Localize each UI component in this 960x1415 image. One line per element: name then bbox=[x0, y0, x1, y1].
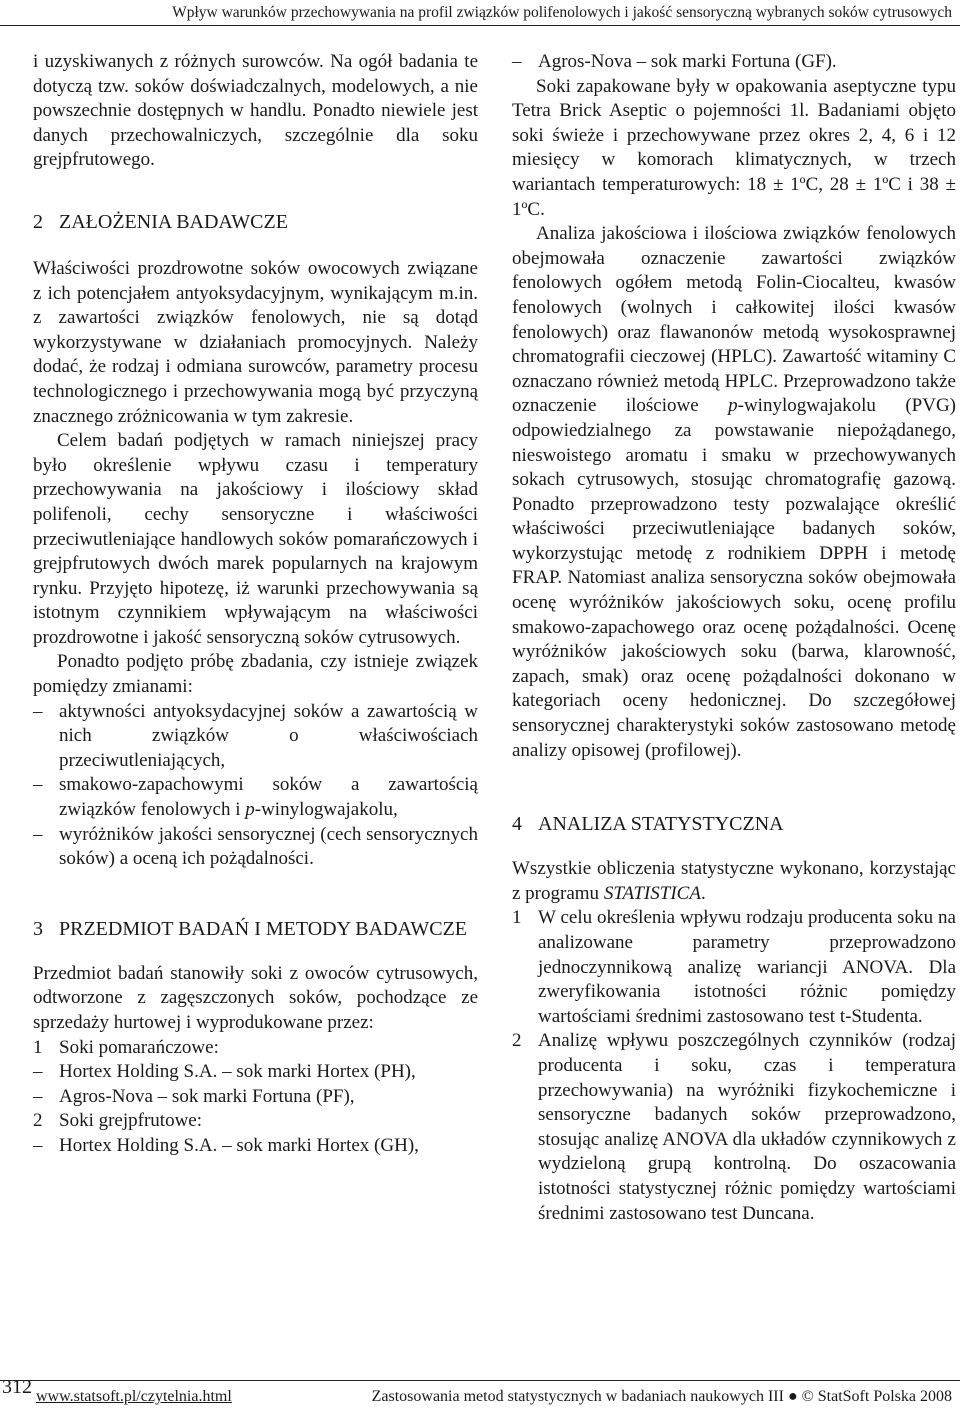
list-item-text: aktywności antyoksydacyjnej soków a zawartością w nich związków o właściwościach przeciwutleniających, bbox=[59, 700, 478, 771]
section-title: ANALIZA STATYSTYCZNA bbox=[538, 813, 784, 836]
list-number: 1 bbox=[33, 1036, 43, 1058]
list-item-text: Agros-Nova – sok marki Fortuna (PF), bbox=[59, 1085, 355, 1107]
section-2-heading bbox=[33, 209, 478, 235]
section-title: PRZEDMIOT BADAŃ I METODY BADAWCZE bbox=[59, 917, 468, 940]
right-column bbox=[512, 50, 956, 1226]
dash-marker: – bbox=[33, 1085, 43, 1107]
list-number: 2 bbox=[33, 1110, 43, 1132]
section-4-paragraph-1: Wszystkie obliczenia statystyczne wykonano, korzystając z programu STATISTICA. bbox=[512, 858, 956, 904]
list-item-text: Hortex Holding S.A. – sok marki Hortex (PH), bbox=[59, 1061, 416, 1083]
list-item-text: Hortex Holding S.A. – sok marki Hortex (GH), bbox=[59, 1134, 419, 1156]
list-item-text: Soki pomarańczowe: bbox=[59, 1036, 219, 1058]
running-header bbox=[0, 0, 960, 26]
section-number: 2 bbox=[33, 210, 43, 233]
section-2-paragraph-1: Właściwości prozdrowotne soków owocowych związane z ich potencjałem antyoksydacyjnym, wynikającym m.in. z zawartości związków fenolowych, nie są dotąd wykorzystywane w działaniach promocyjnych. Należy dodać, że rodzaj i odmiana surowców, parametry procesu technologicznego i przechowywania mogą być przyczyną znacznego zróżnicowania w tym zakresie. bbox=[33, 257, 478, 427]
list-item bbox=[33, 1134, 478, 1159]
list-item-text: Analizę wpływu poszczególnych czynników (rodzaj producenta i soku, czas i temperatura przechowywania) na wyróżniki fizykochemiczne i sensoryczne badanych soków przeprowadzono, stosując analizę ANOVA dla układów czynnikowych z wydzieloną grupą kontrolną. Do oszacowania istotności statystycznej różnic pomiędzy wartościami średnimi zastosowano test Duncana. bbox=[538, 1030, 956, 1224]
dash-marker: – bbox=[33, 1134, 43, 1156]
list-item-text: W celu określenia wpływu rodzaju producenta soku na analizowane parametry przeprowadzono jednoczynnikową analizę wariancji ANOVA. Dla zweryfikowania istotności różnic pomiędzy wartościami średnimi zastosowano test t-Studenta. bbox=[538, 907, 956, 1027]
section-2-paragraph-3: Ponadto podjęto próbę zbadania, czy istnieje związek pomiędzy zmianami: bbox=[33, 651, 478, 698]
program-name: STATISTICA bbox=[603, 882, 701, 904]
list-item bbox=[512, 1029, 956, 1226]
dash-marker: – bbox=[33, 823, 43, 845]
dash-marker: – bbox=[33, 700, 43, 722]
section-number: 3 bbox=[33, 917, 43, 940]
list-item-text: Agros-Nova – sok marki Fortuna (GF). bbox=[538, 51, 837, 72]
left-column bbox=[33, 50, 478, 1159]
running-title: Wpływ warunków przechowywania na profil związków polifenolowych i jakość sensoryczną wybranych soków cytrusowych bbox=[172, 4, 952, 21]
list-number: 1 bbox=[512, 907, 522, 929]
page-number: 312 bbox=[2, 1376, 32, 1398]
section-2-paragraph-2: Celem badań podjętych w ramach niniejszej pracy było określenie wpływu czasu i temperatury przechowywania na jakościowy i ilościowy skład polifenoli, cechy sensoryczne i właściwości przeciwutleniające handlowych soków pomarańczowych i grejpfrutowych dwóch marek popularnych na krajowym rynku. Przyjęto hipotezę, iż warunki przechowywania są istotnym czynnikiem wpływającym na właściwości prozdrowotne i jakość sensoryczną soków cytrusowych. bbox=[33, 430, 478, 648]
list-item bbox=[33, 1109, 478, 1134]
list-item bbox=[33, 1085, 478, 1110]
methods-paragraph: Analiza jakościowa i ilościowa związków fenolowych obejmowała oznaczenie zawartości związków fenolowych ogółem metodą Folin-Ciocalteu, kwasów fenolowych (wolnych i całkowitej ilości kwasów fenolowych) oraz flawanonów metodą wysokosprawnej chromatografii cieczowej (HPLC). Zawartość witaminy C oznaczano również metodą HPLC. Przeprowadzono także oznaczenie ilościowe p-winylogwajakolu (PVG) odpowiedzialnego za powstawanie niepożądanego, nieswoistego aromatu i smaku w przechowywanych sokach cytrusowych, stosując chromatografię gazową. Ponadto przeprowadzono testy pozwalające określić właściwości przeciwutleniające badanych soków, wykorzystując metodę z rodnikiem DPPH i metodę FRAP. Natomiast analiza sensoryczna soków obejmowała ocenę wyróżników jakościowych soku, ocenę profilu smakowo-zapachowego oraz ocenę pożądalności. Ocenę wyróżników jakościowych soku (barwa, klarowność, zapach, smak) oraz ocenę pożądalności dokonano w kategoriach oceny hedonicznej. Do szczegółowej sensorycznej charakterystyki soków zastosowano metodę analizy opisowej (profilowej). bbox=[512, 223, 956, 761]
intro-paragraph: i uzyskiwanych z różnych surowców. Na ogół badania te dotyczą tzw. soków doświadczalnych, modelowych, a nie powszechnie dostępnych w handlu. Ponadto niewiele jest danych przechowalniczych, szczególnie dla soku grejpfrutowego. bbox=[33, 51, 478, 171]
dash-marker: – bbox=[33, 1061, 43, 1083]
list-number: 2 bbox=[512, 1030, 522, 1052]
section-3-heading bbox=[33, 916, 478, 942]
list-item bbox=[33, 1060, 478, 1085]
section-title: ZAŁOŻENIA BADAWCZE bbox=[59, 210, 288, 233]
section-3-paragraph-1: Przedmiot badań stanowiły soki z owoców cytrusowych, odtworzone z zagęszczonych soków, pochodzące ze sprzedaży hurtowej i wyprodukowane przez: bbox=[33, 962, 478, 1033]
page-footer bbox=[0, 1376, 960, 1411]
list-item bbox=[33, 823, 478, 872]
dash-marker: – bbox=[512, 51, 522, 72]
list-item-text: wyróżników jakości sensorycznej (cech sensorycznych soków) a oceną ich pożądalności. bbox=[59, 823, 478, 870]
footer-link[interactable]: www.statsoft.pl/czytelnia.html bbox=[36, 1388, 232, 1405]
list-item bbox=[33, 773, 478, 822]
list-item bbox=[512, 906, 956, 1029]
list-item-text: Soki grejpfrutowe: bbox=[59, 1110, 203, 1132]
list-item bbox=[33, 1036, 478, 1061]
list-item bbox=[33, 700, 478, 774]
series-credit: Zastosowania metod statystycznych w badaniach naukowych III ● © StatSoft Polska 2008 bbox=[371, 1388, 952, 1405]
list-item bbox=[512, 50, 956, 75]
section-4-heading bbox=[512, 811, 956, 837]
section-number: 4 bbox=[512, 813, 522, 836]
samples-paragraph: Soki zapakowane były w opakowania aseptyczne typu Tetra Brick Aseptic o pojemności 1l. Badaniami objęto soki świeże i przechowywane przez okres 2, 4, 6 i 12 miesięcy w komorach klimatycznych, w trzech wariantach temperaturowych: 18 ± 1ºC, 28 ± 1ºC i 38 ± 1ºC. bbox=[512, 75, 956, 220]
list-item-text: smakowo-zapachowymi soków a zawartością związków fenolowych i p-winylogwajakolu, bbox=[59, 774, 478, 821]
dash-marker: – bbox=[33, 774, 43, 796]
